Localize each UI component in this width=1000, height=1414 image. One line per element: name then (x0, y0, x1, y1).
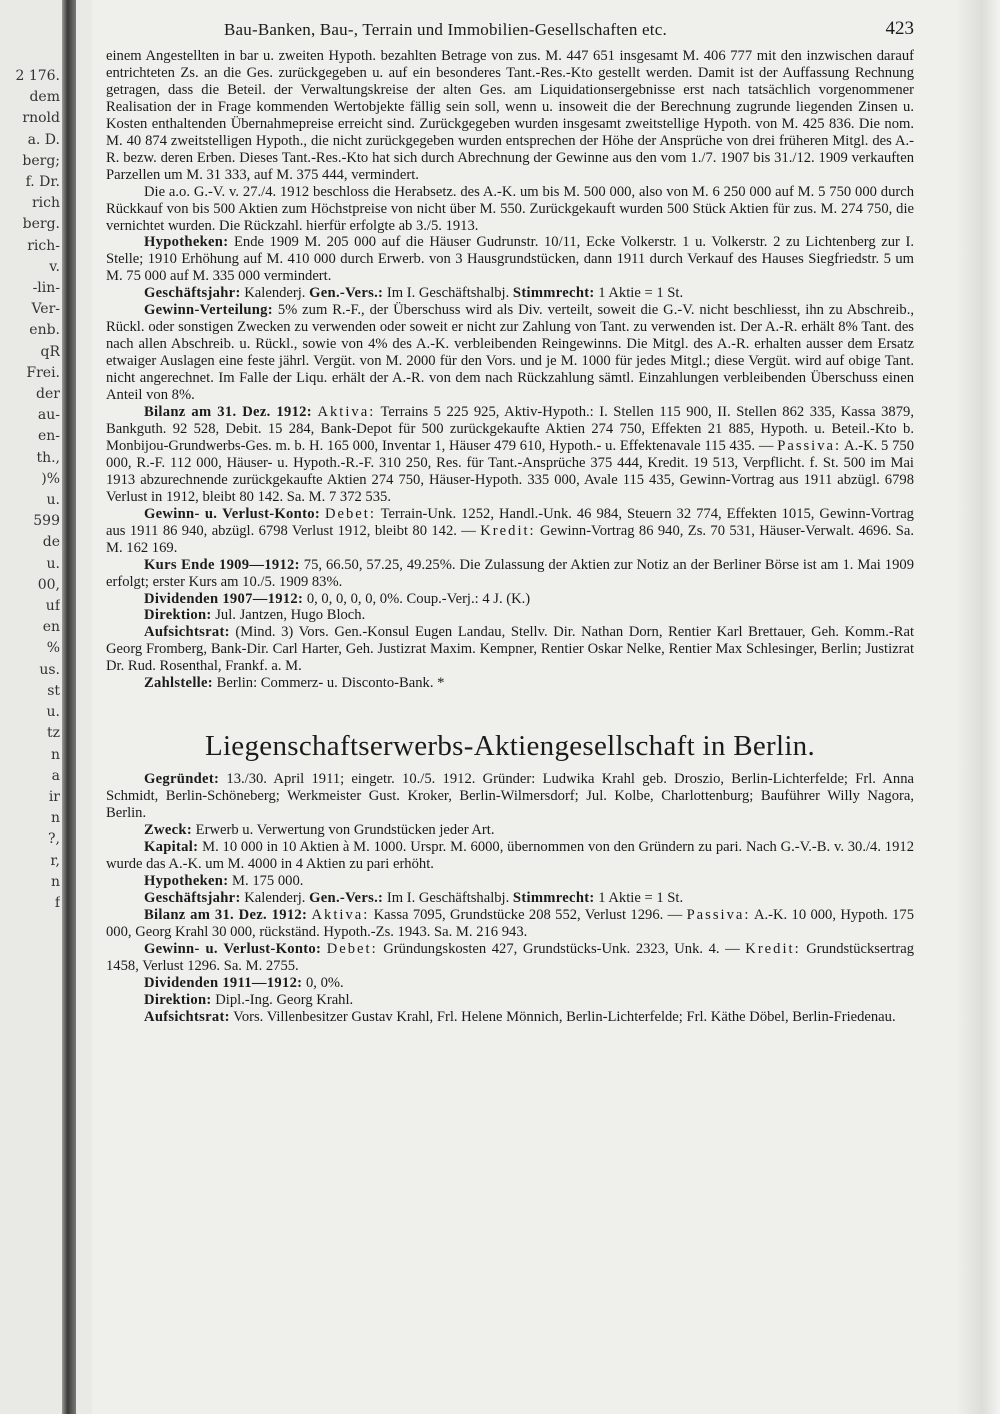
margin-fragment: Ver- (31, 301, 60, 318)
entry-gewinn-verlust (106, 506, 914, 557)
label-stimmrecht: Stimmrecht: (512, 285, 595, 302)
margin-fragment: berg. (22, 216, 60, 233)
entry-dividenden (106, 591, 914, 608)
margin-fragment: Frei. (26, 364, 60, 381)
text-geschaeftsjahr: Kalenderj. (244, 285, 306, 302)
text-kurs: 75, 66.50, 57.25, 49.25%. Die Zulassung der Aktien zur Notiz an der Berliner Börse ist am 1. Mai 1909 erfolgt; erster Kurs am 10./5. 1909 83%. (106, 556, 914, 590)
label-direktion-2: Direktion: (144, 991, 212, 1008)
entry-bilanz (106, 404, 914, 506)
margin-fragment: -lin- (32, 280, 60, 297)
margin-fragment: )% (41, 470, 60, 487)
margin-fragment: st (47, 682, 60, 699)
label-gen-vers-2: Gen.-Vers.: (309, 889, 384, 906)
text-gen-vers-2: Im I. Geschäftshalbj. (386, 889, 510, 906)
text-dividenden: 0, 0, 0, 0, 0, 0%. Coup.-Verj.: 4 J. (K.) (306, 590, 531, 607)
margin-fragment: r, (50, 852, 60, 869)
margin-fragment: uf (45, 598, 60, 615)
text-passiva-2: A.-K. 10 000, Hypoth. 175 000, Georg Krahl 30 000, rückständ. Hypoth.-Zs. 1943. Sa. M. 216 943. (106, 906, 914, 940)
section-company-1 (106, 48, 914, 692)
text-kredit: Gewinn-Vortrag 86 940, Zs. 70 531, Häuser-Verwalt. 4696. Sa. M. 162 169. (106, 522, 914, 556)
section-company-2 (106, 771, 914, 1025)
margin-fragment: ?, (48, 831, 60, 848)
entry-aufsichtsrat (106, 624, 914, 675)
text-zweck: Erwerb u. Verwertung von Grundstücken jeder Art. (195, 822, 495, 839)
company-title: Liegenschaftserwerbs-Aktiengesellschaft in Berlin. (204, 730, 816, 763)
margin-fragment: berg; (22, 152, 60, 169)
label-gewinn-verlust: Gewinn- u. Verlust-Konto: (144, 505, 320, 522)
label-dividenden-2: Dividenden 1911—1912: (144, 974, 303, 991)
text-kapital: M. 10 000 in 10 Aktien à M. 1000. Urspr. M. 6000, übernommen von den Gründern zu pari. Nach G.-V.-B. v. 30./4. 1912 wurde das A.-K. um M. 4000 in 4 Aktien zu pari erhöht. (106, 839, 914, 872)
entry-gewinn-verteilung (106, 302, 914, 404)
text-gen-vers: Im I. Geschäftshalbj. (386, 285, 510, 302)
margin-fragment: f (54, 894, 60, 911)
label-geschaeftsjahr-2: Geschäftsjahr: (144, 889, 241, 906)
margin-fragment: 00, (37, 576, 60, 593)
margin-fragment: u. (46, 492, 60, 509)
binding-shadow (62, 0, 76, 1414)
entry-kapital (106, 839, 914, 873)
entry-hypotheken-2 (106, 873, 914, 890)
entry-direktion-2 (106, 992, 914, 1009)
entry-dividenden-2 (106, 975, 914, 992)
margin-fragment: 2 176. (15, 68, 60, 84)
margin-fragment: n (50, 810, 60, 827)
label-hypotheken-2: Hypotheken: (144, 872, 229, 889)
right-page-edge (956, 0, 1000, 1414)
label-aufsichtsrat: Aufsichtsrat: (144, 624, 230, 641)
margin-fragment: qR (40, 343, 60, 360)
text-direktion-2: Dipl.-Ing. Georg Krahl. (215, 991, 354, 1008)
margin-fragment: ir (48, 788, 60, 805)
text-stimmrecht-2: 1 Aktie = 1 St. (598, 889, 684, 906)
margin-fragment: en- (37, 428, 60, 445)
margin-fragment: dem (29, 89, 60, 106)
text-geschaeftsjahr-2: Kalenderj. (244, 889, 306, 906)
margin-fragment: tz (46, 725, 60, 742)
text-hypotheken-2: M. 175 000. (232, 872, 304, 889)
margin-fragment: rnold (22, 110, 60, 127)
entry-gewinn-verlust-2 (106, 941, 914, 975)
entry-aufsichtsrat-2 (106, 1009, 914, 1026)
label-aktiva: Aktiva: (317, 404, 376, 421)
label-dividenden: Dividenden 1907—1912: (144, 590, 304, 607)
label-hypotheken: Hypotheken: (144, 234, 229, 251)
text-debet-2: Gründungskosten 427, Grundstücks-Unk. 2323, Unk. 4. — (383, 940, 740, 957)
entry-kurs (106, 557, 914, 591)
paragraph-herabsetzung: Die a.o. G.-V. v. 27./4. 1912 beschloss die Herabsetz. des A.-K. um bis M. 500 000, also von M. 6 250 000 auf M. 5 750 000 durch Rückkauf von bis 500 Aktien zum Höchstpreise von nicht über M. 550. Zurückgekauft wurden 500 Stück Aktien für zus. M. 274 750, die vernichtet wurden. Die Rückzahl. hierfür erfolgte ab 3./5. 1913. (106, 183, 914, 234)
entry-gegruendet (106, 771, 914, 822)
entry-hypotheken (106, 234, 914, 285)
entry-zweck (106, 822, 914, 839)
label-bilanz-2: Bilanz am 31. Dez. 1912: (144, 906, 308, 923)
margin-fragment: a. D. (27, 131, 60, 148)
text-gewinn-verteilung: 5% zum R.-F., der Überschuss wird als Div. verteilt, soweit die G.-V. nicht beschliesst, ihn zu Abschreib., Rückl. oder sonstigen Zwecken zu verwenden oder soweit er nicht zur Zahlung von Tant. zu verwenden ist. Der A.-R. erhält 8% Tant. des nach allen Abschreib. u. Rückl., sowie von 4% des A.-K. verbleibenden Reingewinns. Die Mitgl. des A.-R. erhalten ausser dem Ersatz etwaiger Auslagen eine feste jährl. Vergüt. von M. 2000 für den Vors. und je M. 1000 für jedes Mitgl.; diese Vergüt. wird auf obige Tant. nicht angerechnet. Im Falle der Liqu. erhält der A.-R. von dem nach Rückzahlung sämtl. Einzahlungen verbleibenden Überschuss einen Anteil von 8%. (106, 302, 914, 404)
paragraph-tant-res: einem Angestellten in bar u. zweiten Hypoth. bezahlten Betrage von zus. M. 447 651 insgesamt M. 406 777 mit den inzwischen darauf entrichteten Zs. an die Ges. zurückgegeben u. auf ein besonderes Tant.-Res.-Kto gestellt werden. Damit ist der Auffassung Rechnung getragen, dass die Beteil. der Verwaltungskreise der alten Ges. am Liquidationsergebnisse erst nach tatsächlich vorgenommener Realisation der in Frage kommenden Wertobjekte fällig sein soll, wenn u. insoweit die der Berechnung zugrunde liegenden Zinsen u. Kosten enthaltenden Übernahmepreise erreicht sind. Zurückgegeben wurden insgesamt zweitstellige Hypoth. von M. 425 836. Die nom. M. 40 874 zweitstelligen Hypoth., die nicht zurückgegeben wurden entsprechen der Höhe der Ansprüche von drei früheren Mitgl. des A.-R. bezw. deren Erben. Dieses Tant.-Res.-Kto hat sich durch Abrechnung der Gewinne aus den vom 1./7. 1907 bis 31./12. 1909 verkauften Parzellen um M. 31 333, auf M. 375 444, vermindert. (106, 48, 914, 183)
text-aufsichtsrat-2: Vors. Villenbesitzer Gustav Krahl, Frl. Helene Mönnich, Berlin-Lichterfelde; Frl. Käthe Döbel, Berlin-Friedenau. (233, 1008, 896, 1025)
label-kredit-2: Kredit: (745, 940, 801, 957)
label-passiva-2: Passiva: (686, 906, 751, 923)
text-aufsichtsrat: (Mind. 3) Vors. Gen.-Konsul Eugen Landau, Stellv. Dir. Nathan Dorn, Rentier Karl Brettauer, Geh. Komm.-Rat Georg Fromberg, Bank-Dir. Carl Harter, Geh. Justizrat Maxim. Kempner, Rentier Oskar Nelke, Rentier Max Schlesinger, Berlin; Justizrat Dr. Rud. Rosenthal, Frankf. a. M. (106, 624, 914, 675)
margin-fragment: f. Dr. (25, 174, 60, 191)
left-margin-gutter (0, 0, 92, 1414)
margin-fragment: rich- (27, 237, 60, 254)
margin-fragment: de (42, 534, 60, 551)
margin-fragment: n (50, 746, 60, 763)
margin-fragment: th., (36, 449, 60, 466)
margin-fragments (0, 66, 60, 914)
text-zahlstelle: Berlin: Commerz- u. Disconto-Bank. * (216, 675, 445, 692)
margin-fragment: a (51, 767, 60, 784)
label-kurs: Kurs Ende 1909—1912: (144, 556, 300, 573)
label-gen-vers: Gen.-Vers.: (309, 285, 384, 302)
page (106, 18, 914, 1026)
label-gewinn-verteilung: Gewinn-Verteilung: (144, 302, 273, 319)
label-kredit: Kredit: (480, 522, 536, 539)
text-debet: Terrain-Unk. 1252, Handl.-Unk. 46 984, Steuern 32 774, Effekten 1015, Gewinn-Vortrag aus 1911 86 940, abzügl. 6798 Verlust 1912, bleibt 80 142. — (106, 505, 914, 539)
margin-fragment: en (42, 619, 60, 636)
label-debet-2: Debet: (326, 940, 378, 957)
margin-fragment: au- (37, 407, 60, 424)
label-stimmrecht-2: Stimmrecht: (512, 889, 595, 906)
margin-fragment: 599 (33, 513, 60, 530)
text-passiva: A.-K. 5 750 000, R.-F. 112 000, Häuser- u. Hypoth.-R.-F. 310 250, Res. für Tant.-Ansprüche 375 444, Kredit. 19 513, Verpflicht. f. St. 500 im Mai 1913 abzurechnende zurückgekaufte Aktien 274 750, Häuser-Hypoth. 335 000, Avale 115 435, Gewinn-Vortrag aus 1911 abzügl. 6798 Verlust in 1912, bleibt 80 142. Sa. M. 7 372 535. (106, 437, 914, 505)
text-direktion: Jul. Jantzen, Hugo Bloch. (215, 607, 366, 624)
running-head: Bau-Banken, Bau-, Terrain und Immobilien-Gesellschaften etc. (224, 20, 667, 39)
label-gegruendet: Gegründet: (144, 771, 220, 788)
label-zweck: Zweck: (144, 822, 193, 839)
label-aufsichtsrat-2: Aufsichtsrat: (144, 1008, 230, 1025)
margin-fragment: v. (49, 258, 60, 275)
margin-fragment: % (46, 640, 60, 657)
label-zahlstelle: Zahlstelle: (144, 675, 213, 692)
entry-geschaeftsjahr (106, 285, 914, 302)
label-debet: Debet: (324, 505, 376, 522)
margin-fragment: enb. (29, 322, 60, 339)
margin-fragment: u. (46, 555, 60, 572)
margin-fragment: rich (31, 195, 60, 212)
label-direktion: Direktion: (144, 607, 212, 624)
entry-geschaeftsjahr-2 (106, 890, 914, 907)
text-dividenden-2: 0, 0%. (306, 974, 344, 991)
entry-direktion (106, 607, 914, 624)
entry-bilanz-2 (106, 907, 914, 941)
text-gegruendet: 13./30. April 1911; eingetr. 10./5. 1912. Gründer: Ludwika Krahl geb. Droszio, Berlin-Lichterfelde; Frl. Anna Schmidt, Berlin-Schöneberg; Werkmeister Gust. Kroker, Berlin-Wilmersdorf; Jul. Kolbe, Charlottenburg; Bauführer Willy Nagora, Berlin. (106, 771, 914, 822)
margin-fragment: der (36, 386, 60, 403)
text-stimmrecht: 1 Aktie = 1 St. (598, 285, 684, 302)
margin-fragment: u. (46, 704, 60, 721)
label-bilanz: Bilanz am 31. Dez. 1912: (144, 404, 312, 421)
label-kapital: Kapital: (144, 839, 199, 856)
text-hypotheken: Ende 1909 M. 205 000 auf die Häuser Gudrunstr. 10/11, Ecke Volkerstr. 1 u. Volkerstr. 2 zu Lichtenberg zur I. Stelle; 1910 Erhöhung auf M. 410 000 durch Erwerb. von 3 Hausgrundstücken, dann 1911 durch Verkauf des Hauses Siegfriedstr. 5 um M. 75 000 auf M. 335 000 vermindert. (106, 234, 914, 285)
page-number: 423 (885, 18, 914, 39)
entry-zahlstelle (106, 675, 914, 692)
text-aktiva-2: Kassa 7095, Grundstücke 208 552, Verlust 1296. — (373, 906, 683, 923)
label-gewinn-verlust-2: Gewinn- u. Verlust-Konto: (144, 940, 322, 957)
text-kredit-2: Grundstücksertrag 1458, Verlust 1296. Sa. M. 2755. (106, 940, 915, 974)
text-aktiva: Terrains 5 225 925, Aktiv-Hypoth.: I. Stellen 115 900, II. Stellen 862 335, Kassa 3879, Bankguth. 92 528, Debit. 15 284, Bank-Depot für 500 zurückgekaufte Aktien 274 750, Effekten 21 885, Hypoth. u. Beteil.-Kto b. Monbijou-Grundwerbs-Ges. m. b. H. 165 000, Inventar 1, Häuser 479 610, Hypoth.- u. Effektenavale 115 435. — (106, 404, 914, 454)
label-passiva: Passiva: (777, 437, 842, 454)
margin-fragment: us. (39, 661, 60, 678)
label-geschaeftsjahr: Geschäftsjahr: (144, 285, 241, 302)
label-aktiva-2: Aktiva: (311, 906, 370, 923)
margin-fragment: n (50, 873, 60, 890)
page-header (106, 18, 914, 48)
